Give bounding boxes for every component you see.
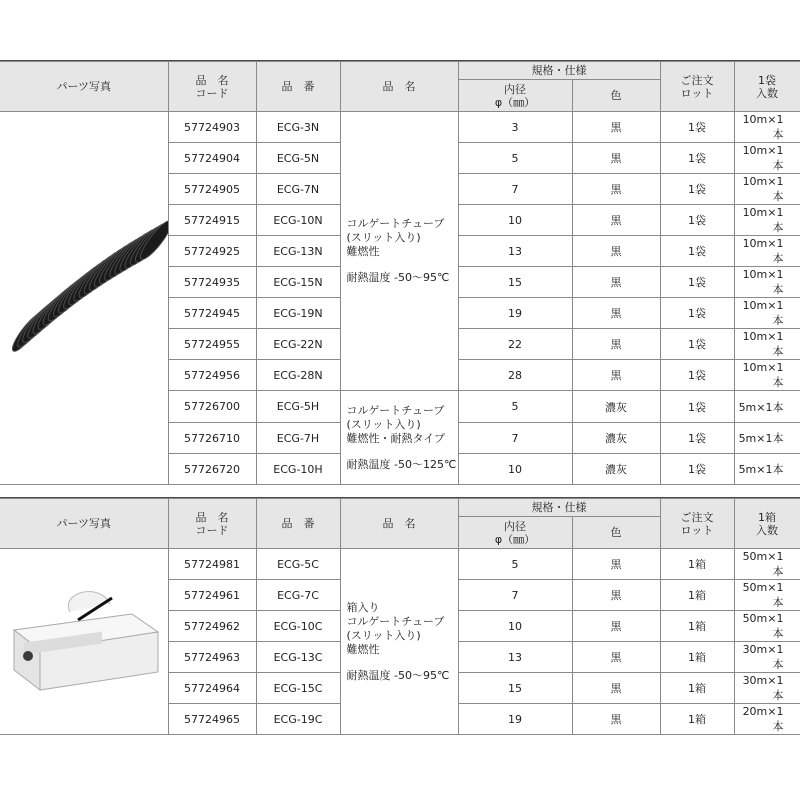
inner-diameter: 5 <box>458 391 572 423</box>
order-lot: 1袋 <box>660 454 734 485</box>
color-value: 黒 <box>572 360 660 391</box>
name-header: 品 名 <box>340 62 458 112</box>
order-lot: 1袋 <box>660 298 734 329</box>
product-number: ECG-13C <box>256 642 340 673</box>
order-lot: 1袋 <box>660 360 734 391</box>
color-value: 濃灰 <box>572 423 660 454</box>
product-name-line: (スリット入り) <box>346 231 421 244</box>
product-code: 57724965 <box>168 704 256 735</box>
order-lot: 1箱 <box>660 611 734 642</box>
color-value: 黒 <box>572 298 660 329</box>
order-lot: 1袋 <box>660 423 734 454</box>
heat-resistance-text: 耐熱温度 -50～95℃ <box>346 271 450 284</box>
inner-diameter: 3 <box>458 112 572 143</box>
product-number: ECG-13N <box>256 236 340 267</box>
inner-diameter: 13 <box>458 642 572 673</box>
color-value: 濃灰 <box>572 454 660 485</box>
product-code: 57724964 <box>168 673 256 704</box>
product-number: ECG-5H <box>256 391 340 423</box>
order-lot: 1袋 <box>660 112 734 143</box>
product-code: 57724905 <box>168 174 256 205</box>
product-number: ECG-7N <box>256 174 340 205</box>
pack-quantity: 10m×1本 <box>734 267 800 298</box>
product-number: ECG-7H <box>256 423 340 454</box>
color-value: 黒 <box>572 236 660 267</box>
pack-quantity: 50m×1本 <box>734 549 800 580</box>
inner-diameter: 5 <box>458 143 572 174</box>
product-code: 57724945 <box>168 298 256 329</box>
inner-diameter: 28 <box>458 360 572 391</box>
code-header: 品 名 コード <box>168 62 256 112</box>
product-code: 57724956 <box>168 360 256 391</box>
product-name-line: 難燃性・耐熱タイプ <box>346 431 445 445</box>
product-number: ECG-15C <box>256 673 340 704</box>
product-code: 57724903 <box>168 112 256 143</box>
product-number: ECG-22N <box>256 329 340 360</box>
pack-quantity: 10m×1本 <box>734 329 800 360</box>
inner-diameter: 5 <box>458 549 572 580</box>
number-header: 品 番 <box>256 499 340 549</box>
color-value: 黒 <box>572 549 660 580</box>
pack-quantity: 30m×1本 <box>734 642 800 673</box>
name-header: 品 名 <box>340 499 458 549</box>
product-name-line: (スリット入り) <box>346 628 421 642</box>
color-value: 黒 <box>572 143 660 174</box>
pack-quantity: 5m×1本 <box>734 454 800 485</box>
product-code: 57724915 <box>168 205 256 236</box>
order-lot: 1箱 <box>660 673 734 704</box>
inner-diameter: 10 <box>458 611 572 642</box>
lot-header: ご注文 ロット <box>660 62 734 112</box>
qty-header: 1箱 入数 <box>734 499 800 549</box>
product-number: ECG-3N <box>256 112 340 143</box>
product-code: 57724935 <box>168 267 256 298</box>
inner-diameter: 15 <box>458 267 572 298</box>
pack-quantity: 50m×1本 <box>734 611 800 642</box>
corrugated-tube-photo <box>0 112 168 484</box>
order-lot: 1袋 <box>660 205 734 236</box>
order-lot: 1袋 <box>660 143 734 174</box>
color-value: 黒 <box>572 704 660 735</box>
color-value: 濃灰 <box>572 391 660 423</box>
product-number: ECG-5N <box>256 143 340 174</box>
product-number: ECG-28N <box>256 360 340 391</box>
product-code: 57726710 <box>168 423 256 454</box>
pack-quantity: 30m×1本 <box>734 673 800 704</box>
product-name-line: (スリット入り) <box>346 417 421 431</box>
photo-header: パーツ写真 <box>0 62 168 112</box>
product-code: 57724955 <box>168 329 256 360</box>
product-number: ECG-15N <box>256 267 340 298</box>
product-name-line: 難燃性 <box>346 245 380 258</box>
table-row <box>0 549 800 580</box>
spec-table-bag <box>0 61 800 485</box>
spec-header: 規格・仕様 <box>458 499 660 517</box>
color-header: 色 <box>572 80 660 112</box>
photo-header: パーツ写真 <box>0 499 168 549</box>
product-number: ECG-7C <box>256 580 340 611</box>
inner-diameter: 10 <box>458 454 572 485</box>
product-name-line: 箱入り <box>346 600 380 614</box>
color-value: 黒 <box>572 673 660 704</box>
order-lot: 1袋 <box>660 391 734 423</box>
color-value: 黒 <box>572 267 660 298</box>
product-number: ECG-10H <box>256 454 340 485</box>
lot-header: ご注文 ロット <box>660 499 734 549</box>
pack-quantity: 20m×1本 <box>734 704 800 735</box>
order-lot: 1箱 <box>660 549 734 580</box>
code-header: 品 名 コード <box>168 499 256 549</box>
color-value: 黒 <box>572 112 660 143</box>
order-lot: 1箱 <box>660 642 734 673</box>
color-value: 黒 <box>572 611 660 642</box>
product-code: 57726700 <box>168 391 256 423</box>
color-value: 黒 <box>572 642 660 673</box>
order-lot: 1箱 <box>660 580 734 611</box>
product-name-cell <box>340 112 458 391</box>
inner-diameter: 7 <box>458 423 572 454</box>
boxed-tube-photo <box>0 552 168 732</box>
color-value: 黒 <box>572 580 660 611</box>
pack-quantity: 10m×1本 <box>734 236 800 267</box>
pack-quantity: 10m×1本 <box>734 112 800 143</box>
header-row <box>0 62 800 80</box>
color-header: 色 <box>572 517 660 549</box>
heat-resistance-text: 耐熱温度 -50～125℃ <box>346 457 457 471</box>
qty-header: 1袋 入数 <box>734 62 800 112</box>
product-code: 57724925 <box>168 236 256 267</box>
product-name-line: 難燃性 <box>346 642 380 656</box>
product-code: 57724981 <box>168 549 256 580</box>
color-value: 黒 <box>572 205 660 236</box>
order-lot: 1袋 <box>660 236 734 267</box>
pack-quantity: 5m×1本 <box>734 423 800 454</box>
pack-quantity: 10m×1本 <box>734 174 800 205</box>
product-code: 57724963 <box>168 642 256 673</box>
product-number: ECG-19C <box>256 704 340 735</box>
inner-diameter: 22 <box>458 329 572 360</box>
heat-resistance-text: 耐熱温度 -50～95℃ <box>346 668 450 682</box>
parts-photo-cell <box>0 549 168 735</box>
order-lot: 1箱 <box>660 704 734 735</box>
spec-header: 規格・仕様 <box>458 62 660 80</box>
product-number: ECG-10N <box>256 205 340 236</box>
inner-diameter-header: 内径 φ（㎜） <box>458 517 572 549</box>
inner-diameter: 15 <box>458 673 572 704</box>
order-lot: 1袋 <box>660 174 734 205</box>
spec-table-box <box>0 498 800 735</box>
product-name-cell <box>340 391 458 485</box>
product-number: ECG-10C <box>256 611 340 642</box>
product-code: 57724962 <box>168 611 256 642</box>
pack-quantity: 10m×1本 <box>734 143 800 174</box>
table-row <box>0 112 800 143</box>
number-header: 品 番 <box>256 62 340 112</box>
color-value: 黒 <box>572 174 660 205</box>
inner-diameter: 19 <box>458 298 572 329</box>
product-name-line: コルゲートチューブ <box>346 614 445 628</box>
order-lot: 1袋 <box>660 267 734 298</box>
product-name-line: コルゲートチューブ <box>346 217 445 230</box>
product-number: ECG-5C <box>256 549 340 580</box>
product-number: ECG-19N <box>256 298 340 329</box>
color-value: 黒 <box>572 329 660 360</box>
order-lot: 1袋 <box>660 329 734 360</box>
product-code: 57726720 <box>168 454 256 485</box>
product-name-cell <box>340 549 458 735</box>
pack-quantity: 10m×1本 <box>734 205 800 236</box>
pack-quantity: 5m×1本 <box>734 391 800 423</box>
inner-diameter: 13 <box>458 236 572 267</box>
inner-diameter-header: 内径 φ（㎜） <box>458 80 572 112</box>
header-row <box>0 499 800 517</box>
inner-diameter: 19 <box>458 704 572 735</box>
pack-quantity: 50m×1本 <box>734 580 800 611</box>
pack-quantity: 10m×1本 <box>734 360 800 391</box>
inner-diameter: 7 <box>458 174 572 205</box>
parts-photo-cell <box>0 112 168 485</box>
product-name-line: コルゲートチューブ <box>346 403 445 417</box>
product-code: 57724961 <box>168 580 256 611</box>
pack-quantity: 10m×1本 <box>734 298 800 329</box>
product-code: 57724904 <box>168 143 256 174</box>
inner-diameter: 10 <box>458 205 572 236</box>
inner-diameter: 7 <box>458 580 572 611</box>
